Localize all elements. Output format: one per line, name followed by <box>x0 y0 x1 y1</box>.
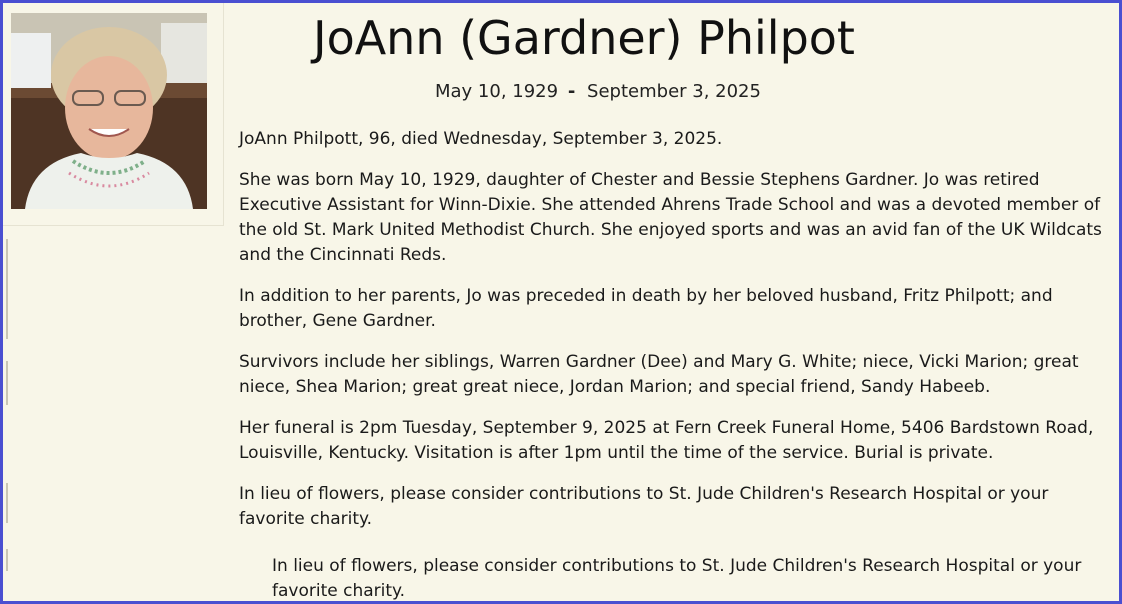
obituary-paragraph: Survivors include her siblings, Warren Gardner (Dee) and Mary G. White; niece, Vicki Marion; great niece, Shea Marion; great great niece, Jordan Marion; and special friend, Sandy Habeeb. <box>239 352 1079 397</box>
obituary-paragraph: JoAnn Philpott, 96, died Wednesday, September 3, 2025. <box>239 129 723 149</box>
obituary-text <box>239 127 1119 548</box>
left-divider <box>6 361 8 405</box>
obituary-paragraph: In addition to her parents, Jo was preceded in death by her beloved husband, Fritz Philpott; and brother, Gene Gardner. <box>239 286 1053 331</box>
portrait-card <box>3 3 224 226</box>
portrait-photo <box>11 13 207 209</box>
date-separator: - <box>567 81 576 102</box>
obituary-paragraph: She was born May 10, 1929, daughter of Chester and Bessie Stephens Gardner. Jo was retired Executive Assistant for Winn-Dixie. She attended Ahrens Trade School and was a devoted member of the old St. Mark United Methodist Church. She enjoyed sports and was an avid fan of the UK Wildcats and the Cincinnati Reds. <box>239 170 1102 265</box>
left-divider <box>6 483 8 523</box>
life-dates <box>435 81 761 102</box>
closing-note: In lieu of flowers, please consider contributions to St. Jude Children's Research Hospital or your favorite charity. <box>272 556 1082 601</box>
obituary-paragraph: Her funeral is 2pm Tuesday, September 9, 2025 at Fern Creek Funeral Home, 5406 Bardstown Road, Louisville, Kentucky. Visitation is after 1pm until the time of the service. Burial is private. <box>239 418 1094 463</box>
left-divider <box>6 239 8 339</box>
death-date: September 3, 2025 <box>587 81 761 102</box>
obituary-paragraph: In lieu of flowers, please consider contributions to St. Jude Children's Research Hospital or your favorite charity. <box>239 484 1049 529</box>
left-divider <box>6 549 8 571</box>
birth-date: May 10, 1929 <box>435 81 559 102</box>
obituary-name: JoAnn (Gardner) Philpot <box>313 11 855 65</box>
